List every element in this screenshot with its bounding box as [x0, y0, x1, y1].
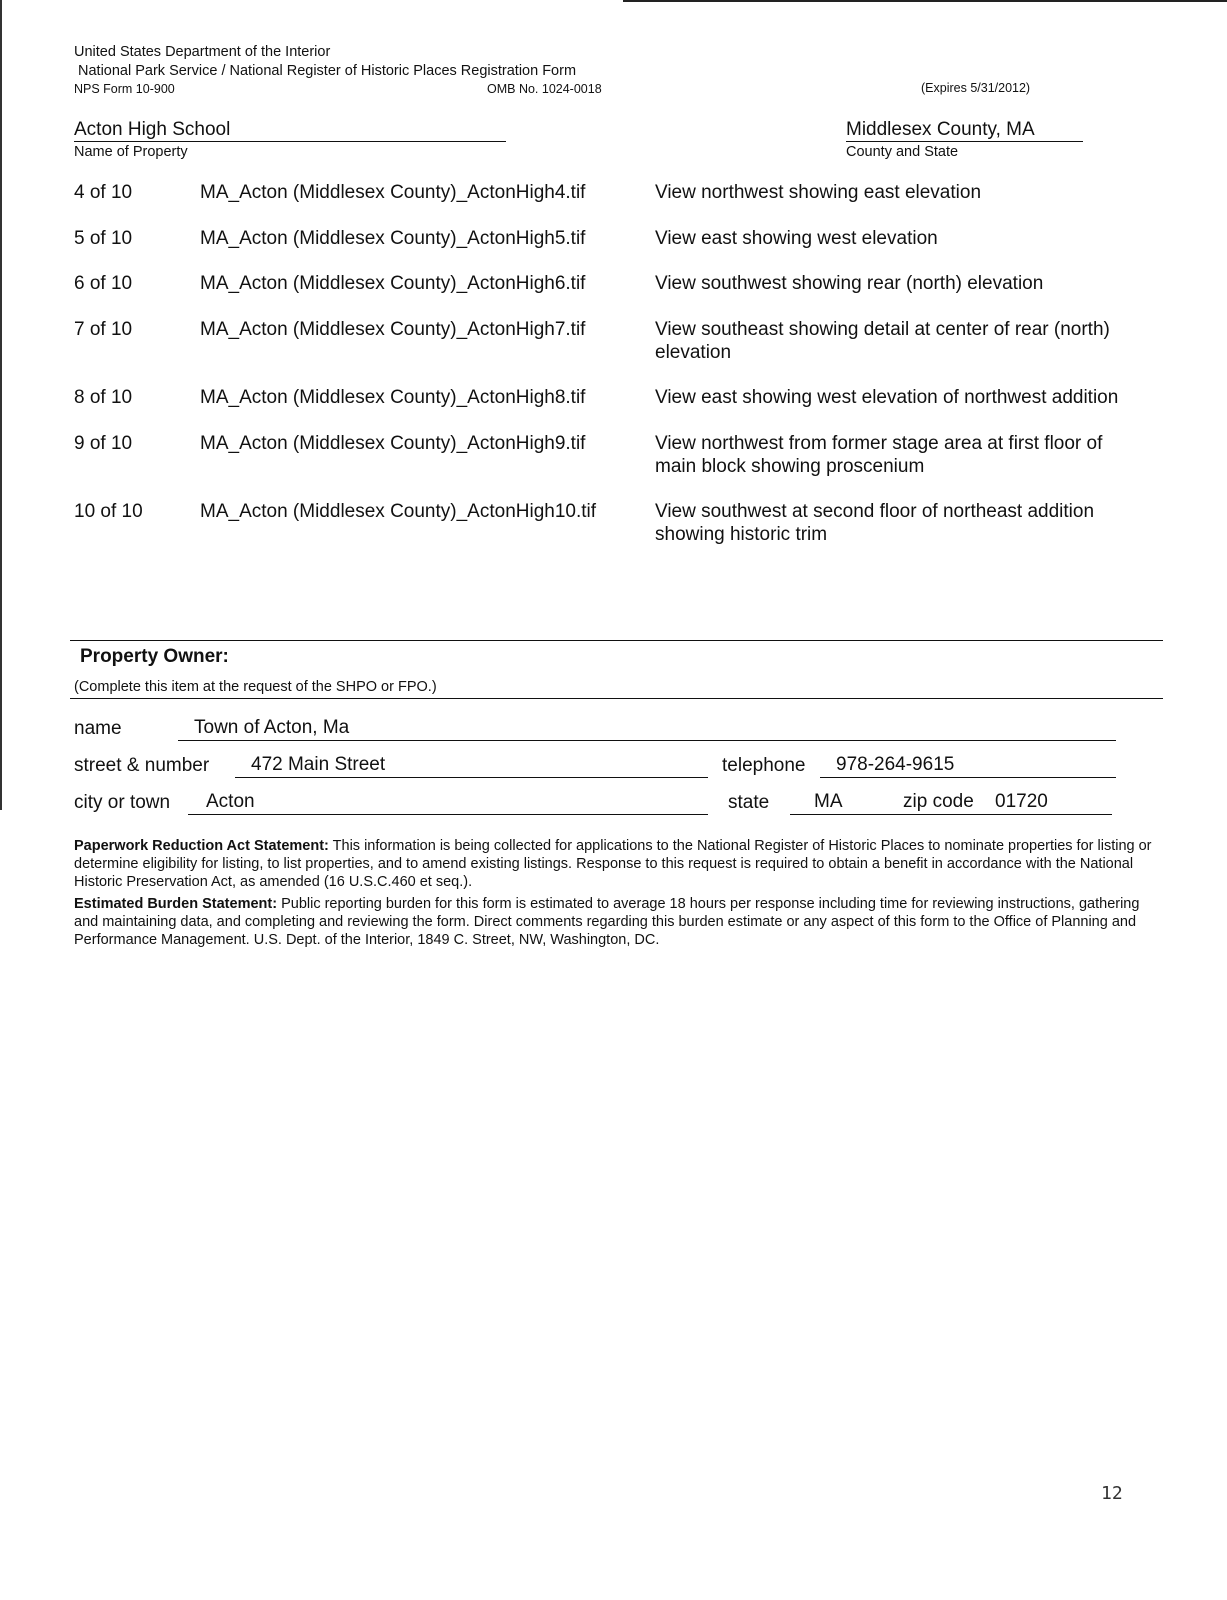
- burden-statement: [74, 895, 1164, 949]
- owner-name-label: name: [74, 718, 122, 739]
- property-owner-title: Property Owner:: [80, 646, 229, 667]
- city-field: [188, 790, 708, 815]
- omb-number: OMB No. 1024-0018: [487, 82, 602, 96]
- zip-value: 01720: [995, 791, 1048, 812]
- photo-description: View southwest at second floor of northeast addition showing historic trim: [655, 501, 1095, 545]
- owner-name-field: [178, 716, 1116, 741]
- photo-filename: MA_Acton (Middlesex County)_ActonHigh7.tif: [200, 319, 586, 340]
- photo-description: View northwest from former stage area at first floor of main block showing proscenium: [655, 433, 1103, 477]
- state-zip-field: [790, 790, 1112, 815]
- photo-filename: MA_Acton (Middlesex County)_ActonHigh6.tif: [200, 273, 586, 294]
- state-value: MA: [814, 791, 843, 812]
- zip-label: zip code: [903, 791, 974, 812]
- street-value: 472 Main Street: [251, 754, 386, 775]
- photo-filename: MA_Acton (Middlesex County)_ActonHigh10.tif: [200, 501, 597, 522]
- property-name: Acton High School: [74, 119, 506, 142]
- burden-text: Public reporting burden for this form is estimated to average 18 hours per response including time for reviewing instructions, gathering and maintaining data, and completing and reviewing the form. Direct comments regarding this burden estimate or any aspect of this form to the Office of Planning and Performance Management. U.S. Dept. of the Interior, 1849 C. Street, NW, Washington, DC.: [74, 896, 1140, 948]
- photo-filename: MA_Acton (Middlesex County)_ActonHigh5.tif: [200, 228, 586, 249]
- telephone-label: telephone: [722, 755, 806, 776]
- telephone-value: 978-264-9615: [836, 754, 955, 775]
- county-state-label: County and State: [846, 144, 959, 160]
- paperwork-title: Paperwork Reduction Act Statement:: [74, 838, 329, 854]
- section-rule-bottom: [70, 698, 1163, 699]
- photo-filename: MA_Acton (Middlesex County)_ActonHigh9.tif: [200, 433, 586, 454]
- form-number: NPS Form 10-900: [74, 82, 175, 96]
- scan-left-edge: [0, 0, 2, 810]
- photo-filename: MA_Acton (Middlesex County)_ActonHigh4.tif: [200, 182, 586, 203]
- scan-top-edge: [623, 0, 1227, 2]
- photo-description: View east showing west elevation: [655, 228, 938, 249]
- paperwork-text: This information is being collected for applications to the National Register of Historic Places to nominate properties for listing or determine eligibility for listing, to list properties, and to amend existing listings. Response to this request is required to obtain a benefit in accordance with the National Historic Preservation Act, as amended (16 U.S.C.460 et seq.).: [74, 838, 1152, 890]
- photo-number: 6 of 10: [74, 273, 133, 294]
- state-label: state: [728, 792, 770, 813]
- property-owner-note: (Complete this item at the request of the SHPO or FPO.): [74, 679, 437, 695]
- photo-number: 7 of 10: [74, 319, 133, 340]
- photo-description: View northwest showing east elevation: [655, 182, 982, 203]
- paperwork-statement: [74, 837, 1164, 891]
- street-label: street & number: [74, 755, 210, 776]
- photo-filename: MA_Acton (Middlesex County)_ActonHigh8.tif: [200, 387, 586, 408]
- photo-number: 9 of 10: [74, 433, 133, 454]
- photo-description: View southwest showing rear (north) elevation: [655, 273, 1044, 294]
- city-value: Acton: [206, 791, 255, 812]
- photo-number: 4 of 10: [74, 182, 133, 203]
- photo-description: View southeast showing detail at center of rear (north) elevation: [655, 319, 1110, 363]
- city-label: city or town: [74, 792, 171, 813]
- expiration-date: (Expires 5/31/2012): [921, 81, 1031, 95]
- section-rule-top: [70, 640, 1163, 641]
- photo-description: View east showing west elevation of northwest addition: [655, 387, 1119, 408]
- photo-number: 8 of 10: [74, 387, 133, 408]
- county-state: Middlesex County, MA: [846, 119, 1083, 142]
- page-number: 12: [1101, 1483, 1123, 1504]
- agency-form-line: National Park Service / National Register of Historic Places Registration Form: [78, 63, 577, 79]
- property-name-label: Name of Property: [74, 144, 188, 160]
- street-field: [235, 753, 708, 778]
- telephone-field: [820, 753, 1116, 778]
- photo-number: 5 of 10: [74, 228, 133, 249]
- department-line: United States Department of the Interior: [74, 44, 331, 60]
- burden-title: Estimated Burden Statement:: [74, 896, 278, 912]
- photo-number: 10 of 10: [74, 501, 143, 522]
- owner-name-value: Town of Acton, Ma: [194, 717, 350, 738]
